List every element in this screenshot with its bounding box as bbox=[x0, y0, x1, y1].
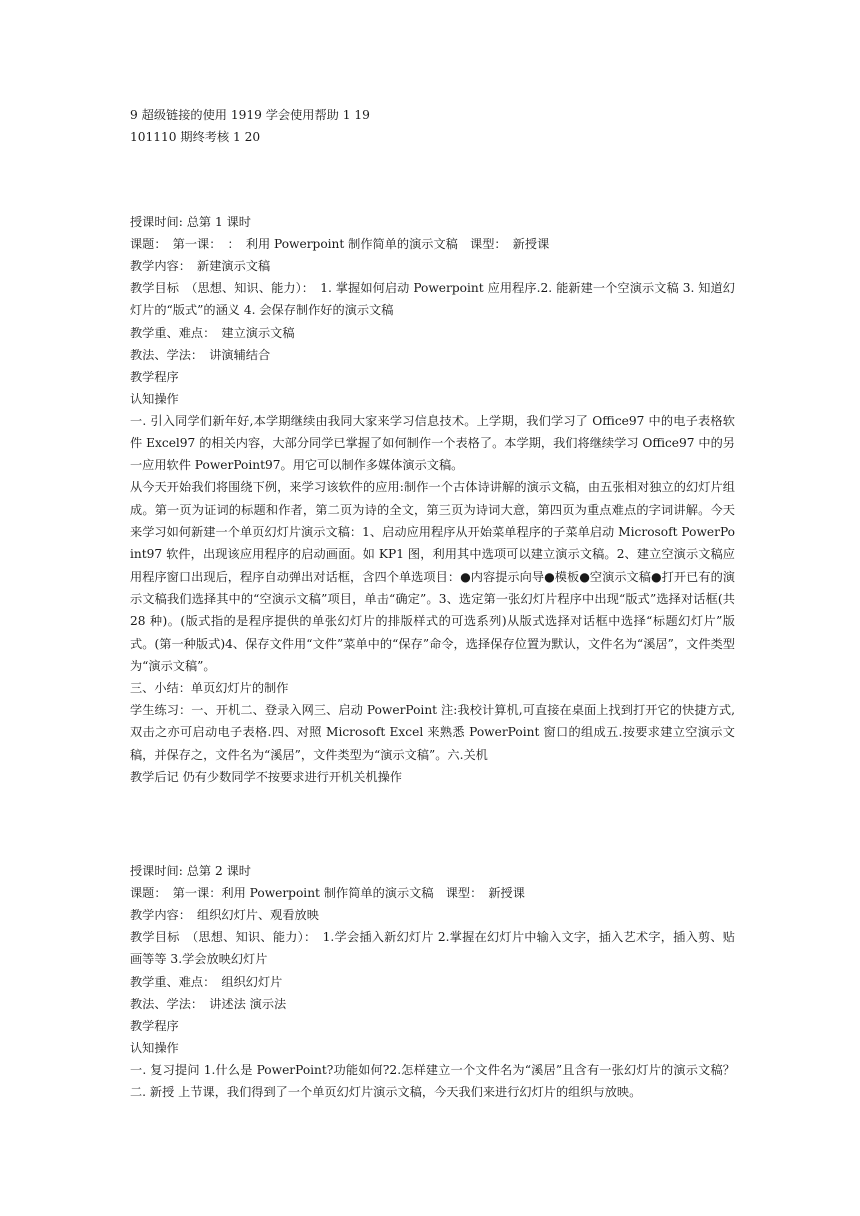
lesson-goals: 教学目标 （思想、知识、能力）： 1. 掌握如何启动 Powerpoint 应用程序.2. 能新建一个空演示文稿 3. 知道幻灯片的“版式”的涵义 4. 会保存制作好的演示文稿 bbox=[130, 281, 735, 318]
lesson-1 bbox=[130, 211, 735, 788]
lesson-topic: 课题： 第一课： ： 利用 Powerpoint 制作简单的演示文稿 课型： 新授课 bbox=[130, 237, 550, 251]
lesson-review-paragraph: 一. 复习提问 1.什么是 PowerPoint?功能如何?2.怎样建立一个文件名为“溪居”且含有一张幻灯片的演示文稿？ 二. 新授 上节课，我们得到了一个单页幻灯片演示文稿，今天我们来进行幻灯片的组织与放映。 bbox=[130, 1062, 735, 1099]
lesson-intro-paragraph: 一. 引入同学们新年好,本学期继续由我同大家来学习信息技术。上学期，我们学习了 Office97 中的电子表格软件 Excel97 的相关内容，大部分同学已掌握了如何制作一个表格了。本学期，我们将继续学习 Office97 中的另一应用软件 PowerPoint97。用它可以制作多媒体演示文稿。 bbox=[130, 413, 735, 473]
lesson-topic: 课题： 第一课：利用 Powerpoint 制作简单的演示文稿 课型： 新授课 bbox=[130, 886, 525, 900]
lesson-practice-paragraph: 学生练习：一、开机二、登录入网三、启动 PowerPoint 注:我校计算机,可直接在桌面上找到打开它的快捷方式,双击之亦可启动电子表格.四、对照 Microsoft Excel 来熟悉 PowerPoint 窗口的组成五.按要求建立空演示文稿，并保存之，文件名为“溪居”，文件类型为“演示文稿”。六.关机 bbox=[130, 703, 735, 762]
lesson-content: 教学内容： 组织幻灯片、观看放映 bbox=[130, 908, 319, 922]
toc-line: 9 超级链接的使用 1919 学会使用帮助 1 19 bbox=[130, 108, 370, 122]
table-of-contents bbox=[130, 104, 735, 148]
lesson-process-heading: 教学程序 bbox=[130, 369, 179, 384]
lesson-summary: 三、小结：单页幻灯片的制作 bbox=[130, 681, 289, 696]
lesson-goals: 教学目标 （思想、知识、能力）： 1.学会插入新幻灯片 2.掌握在幻灯片中输入文字，插入艺术字，插入剪、贴画等等 3.学会放映幻灯片 bbox=[130, 930, 735, 967]
lesson-cognitive-heading: 认知操作 bbox=[130, 1040, 179, 1055]
lesson-time: 授课时间: 总第 2 课时 bbox=[130, 864, 251, 878]
lesson-notes: 教学后记 仍有少数同学不按要求进行开机关机操作 bbox=[130, 770, 402, 785]
lesson-2 bbox=[130, 860, 735, 1103]
lesson-method: 教法、学法： 讲演辅结合 bbox=[130, 347, 271, 362]
lesson-time: 授课时间: 总第 1 课时 bbox=[130, 215, 251, 229]
lesson-method: 教法、学法： 讲述法 演示法 bbox=[130, 996, 287, 1011]
lesson-key-points: 教学重、难点： 建立演示文稿 bbox=[130, 325, 295, 340]
toc-line: 101110 期终考核 1 20 bbox=[130, 130, 261, 144]
lesson-key-points: 教学重、难点： 组织幻灯片 bbox=[130, 974, 283, 989]
lesson-cognitive-heading: 认知操作 bbox=[130, 391, 179, 406]
lesson-body-paragraph: 从今天开始我们将围绕下例，来学习该软件的应用:制作一个古体诗讲解的演示文稿，由五张相对独立的幻灯片组成。第一页为证词的标题和作者，第二页为诗的全文，第三页为诗词大意，第四页为重点难点的字词讲解。今天来学习如何新建一个单页幻灯片演示文稿：1、启动应用程序从开始菜单程序的子菜单启动 Microsoft PowerPoint97 软件，出现该应用程序的启动画面。如 KP1 图，利用其中选项可以建立演示文稿。2、建立空演示文稿应用程序窗口出现后，程序自动弹出对话框，含四个单选项目：●内容提示向导●模板●空演示文稿●打开已有的演示文稿我们选择其中的“空演示文稿”项目，单击“确定”。3、选定第一张幻灯片程序中出现“版式”选择对话框(共 28 种)。(版式指的是程序提供的单张幻灯片的排版样式的可选系列)从版式选择对话框中选择“标题幻灯片”版式。(第一种版式)4、保存文件用“文件”菜单中的“保存”命令，选择保存位置为默认，文件名为“溪居”，文件类型为“演示文稿”。 bbox=[130, 480, 735, 673]
lesson-process-heading: 教学程序 bbox=[130, 1018, 179, 1033]
lesson-content: 教学内容： 新建演示文稿 bbox=[130, 259, 271, 273]
